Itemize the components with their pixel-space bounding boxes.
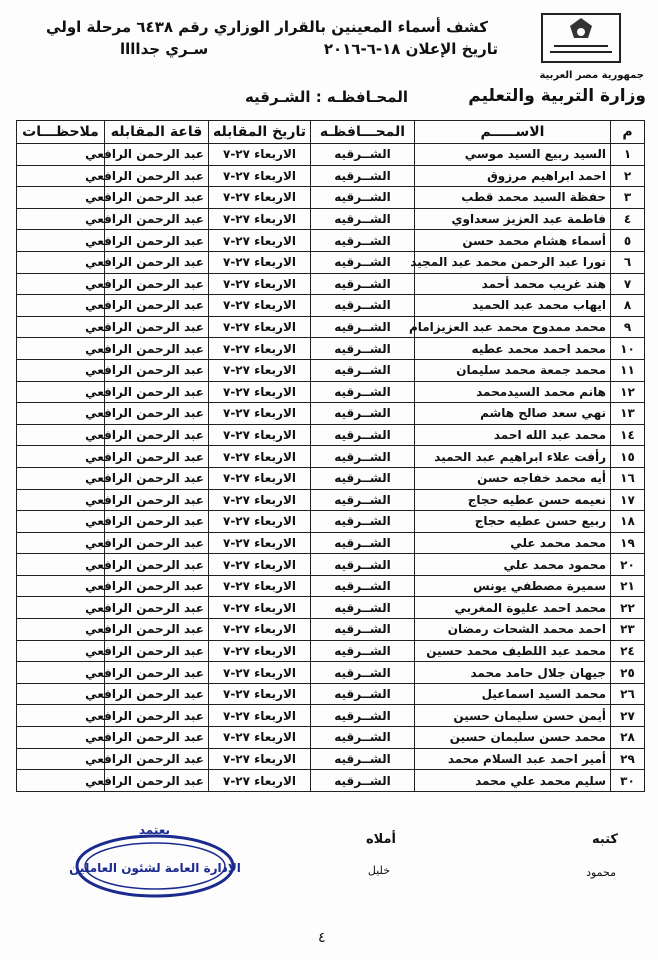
table-row bbox=[17, 446, 645, 468]
row-number: ١٥ bbox=[611, 446, 645, 468]
row-interview-date: الاربعاء ٢٧-٧ bbox=[209, 381, 311, 403]
table-row bbox=[17, 208, 645, 230]
column-header-interview-date: تاريخ المقابله bbox=[209, 121, 311, 144]
row-interview-date: الاربعاء ٢٧-٧ bbox=[209, 251, 311, 273]
row-governorate: الشــرقيه bbox=[311, 273, 415, 295]
table-row bbox=[17, 403, 645, 425]
row-name: محمد ممدوح محمد عبد العزيزامام bbox=[415, 316, 611, 338]
row-name: السيد ربيع السيد موسي bbox=[415, 144, 611, 166]
row-interview-hall: عبد الرحمن الرافعي bbox=[105, 705, 209, 727]
table-row bbox=[17, 424, 645, 446]
row-governorate: الشــرقيه bbox=[311, 511, 415, 533]
row-interview-hall: عبد الرحمن الرافعي bbox=[105, 359, 209, 381]
row-number: ١٠ bbox=[611, 338, 645, 360]
row-name: نعيمه حسن عطيه حجاج bbox=[415, 489, 611, 511]
row-name: ربيع حسن عطيه حجاج bbox=[415, 511, 611, 533]
table-row bbox=[17, 705, 645, 727]
row-number: ٢١ bbox=[611, 575, 645, 597]
row-interview-date: الاربعاء ٢٧-٧ bbox=[209, 748, 311, 770]
row-interview-date: الاربعاء ٢٧-٧ bbox=[209, 273, 311, 295]
row-interview-hall: عبد الرحمن الرافعي bbox=[105, 251, 209, 273]
row-governorate: الشــرقيه bbox=[311, 359, 415, 381]
column-header-name: الاســـــم bbox=[415, 121, 611, 144]
row-interview-date: الاربعاء ٢٧-٧ bbox=[209, 532, 311, 554]
table-row bbox=[17, 619, 645, 641]
row-interview-date: الاربعاء ٢٧-٧ bbox=[209, 144, 311, 166]
row-number: ٦ bbox=[611, 251, 645, 273]
row-interview-hall: عبد الرحمن الرافعي bbox=[105, 273, 209, 295]
row-governorate: الشــرقيه bbox=[311, 446, 415, 468]
written-by-label: كتبه bbox=[591, 832, 618, 847]
row-governorate: الشــرقيه bbox=[311, 770, 415, 792]
row-interview-date: الاربعاء ٢٧-٧ bbox=[209, 230, 311, 252]
row-name: سميرة مصطفي يونس bbox=[415, 575, 611, 597]
row-number: ٢ bbox=[611, 165, 645, 187]
stamp-department-text: الادارة العامة لشئون العاملين bbox=[69, 861, 241, 875]
row-name: أسماء هشام محمد حسن bbox=[415, 230, 611, 252]
row-number: ٢٨ bbox=[611, 727, 645, 749]
row-name: محمد عبد الله احمد bbox=[415, 424, 611, 446]
table-row bbox=[17, 316, 645, 338]
row-number: ٢٩ bbox=[611, 748, 645, 770]
row-interview-hall: عبد الرحمن الرافعي bbox=[105, 424, 209, 446]
governorate-heading: المحـافظـه : الشـرقيه bbox=[244, 88, 408, 106]
row-name: سليم محمد علي محمد bbox=[415, 770, 611, 792]
table-row bbox=[17, 662, 645, 684]
row-governorate: الشــرقيه bbox=[311, 381, 415, 403]
row-interview-hall: عبد الرحمن الرافعي bbox=[105, 683, 209, 705]
row-name: محمد حسن سليمان حسين bbox=[415, 727, 611, 749]
column-header-notes: ملاحظـــات bbox=[17, 121, 105, 144]
row-name: نهي سعد صالح هاشم bbox=[415, 403, 611, 425]
row-governorate: الشــرقيه bbox=[311, 727, 415, 749]
row-number: ١٨ bbox=[611, 511, 645, 533]
republic-label: جمهورية مصر العربية bbox=[539, 70, 644, 81]
row-interview-hall: عبد الرحمن الرافعي bbox=[105, 727, 209, 749]
row-governorate: الشــرقيه bbox=[311, 338, 415, 360]
row-number: ٤ bbox=[611, 208, 645, 230]
table-row bbox=[17, 748, 645, 770]
row-number: ١٣ bbox=[611, 403, 645, 425]
row-governorate: الشــرقيه bbox=[311, 403, 415, 425]
row-interview-date: الاربعاء ٢٧-٧ bbox=[209, 727, 311, 749]
row-name: أيمن حسن سليمان حسين bbox=[415, 705, 611, 727]
row-name: محمد جمعة محمد سليمان bbox=[415, 359, 611, 381]
row-governorate: الشــرقيه bbox=[311, 705, 415, 727]
row-name: أيه محمد خفاجه حسن bbox=[415, 467, 611, 489]
row-name: محمد عبد اللطيف محمد حسين bbox=[415, 640, 611, 662]
appointees-table bbox=[16, 120, 645, 792]
table-row bbox=[17, 359, 645, 381]
row-number: ١ bbox=[611, 144, 645, 166]
table-row bbox=[17, 338, 645, 360]
row-interview-hall: عبد الرحمن الرافعي bbox=[105, 575, 209, 597]
row-interview-hall: عبد الرحمن الرافعي bbox=[105, 511, 209, 533]
dictated-by-label: أملاه bbox=[365, 832, 396, 847]
row-interview-hall: عبد الرحمن الرافعي bbox=[105, 295, 209, 317]
row-interview-date: الاربعاء ٢٧-٧ bbox=[209, 446, 311, 468]
row-interview-date: الاربعاء ٢٧-٧ bbox=[209, 359, 311, 381]
row-governorate: الشــرقيه bbox=[311, 424, 415, 446]
row-interview-hall: عبد الرحمن الرافعي bbox=[105, 187, 209, 209]
row-name: محمد احمد عليوة المغربي bbox=[415, 597, 611, 619]
row-number: ١٧ bbox=[611, 489, 645, 511]
table-header-row bbox=[17, 121, 645, 144]
table-row bbox=[17, 467, 645, 489]
row-interview-date: الاربعاء ٢٧-٧ bbox=[209, 316, 311, 338]
row-governorate: الشــرقيه bbox=[311, 683, 415, 705]
row-interview-hall: عبد الرحمن الرافعي bbox=[105, 165, 209, 187]
row-number: ٢٢ bbox=[611, 597, 645, 619]
row-name: محمد السيد اسماعيل bbox=[415, 683, 611, 705]
row-name: نورا عبد الرحمن محمد عبد المجيد bbox=[415, 251, 611, 273]
table-row bbox=[17, 532, 645, 554]
table-row bbox=[17, 230, 645, 252]
table-row bbox=[17, 597, 645, 619]
table-row bbox=[17, 640, 645, 662]
row-interview-hall: عبد الرحمن الرافعي bbox=[105, 619, 209, 641]
row-governorate: الشــرقيه bbox=[311, 748, 415, 770]
table-row bbox=[17, 554, 645, 576]
report-title: كشف أسماء المعينين بالقرار الوزاري رقم ٦٤٣٨ مرحلة اولي bbox=[46, 18, 488, 36]
row-governorate: الشــرقيه bbox=[311, 575, 415, 597]
row-governorate: الشــرقيه bbox=[311, 230, 415, 252]
row-name: محمد احمد محمد عطيه bbox=[415, 338, 611, 360]
row-name: حفظة السيد محمد قطب bbox=[415, 187, 611, 209]
row-name: محمد محمد علي bbox=[415, 532, 611, 554]
row-governorate: الشــرقيه bbox=[311, 251, 415, 273]
row-interview-date: الاربعاء ٢٧-٧ bbox=[209, 770, 311, 792]
table-row bbox=[17, 381, 645, 403]
row-number: ١٦ bbox=[611, 467, 645, 489]
table-row bbox=[17, 770, 645, 792]
row-governorate: الشــرقيه bbox=[311, 597, 415, 619]
row-governorate: الشــرقيه bbox=[311, 467, 415, 489]
row-interview-date: الاربعاء ٢٧-٧ bbox=[209, 403, 311, 425]
row-governorate: الشــرقيه bbox=[311, 489, 415, 511]
row-interview-hall: عبد الرحمن الرافعي bbox=[105, 770, 209, 792]
written-by-name: محمود bbox=[586, 866, 616, 879]
row-interview-date: الاربعاء ٢٧-٧ bbox=[209, 511, 311, 533]
row-name: هانم محمد السيدمحمد bbox=[415, 381, 611, 403]
row-number: ٣٠ bbox=[611, 770, 645, 792]
row-interview-hall: عبد الرحمن الرافعي bbox=[105, 532, 209, 554]
row-number: ١٩ bbox=[611, 532, 645, 554]
row-governorate: الشــرقيه bbox=[311, 144, 415, 166]
row-number: ٨ bbox=[611, 295, 645, 317]
row-interview-hall: عبد الرحمن الرافعي bbox=[105, 640, 209, 662]
announcement-date: تاريخ الإعلان ١٨-٦-٢٠١٦ bbox=[323, 40, 498, 58]
row-governorate: الشــرقيه bbox=[311, 187, 415, 209]
row-interview-date: الاربعاء ٢٧-٧ bbox=[209, 597, 311, 619]
row-interview-date: الاربعاء ٢٧-٧ bbox=[209, 575, 311, 597]
row-interview-date: الاربعاء ٢٧-٧ bbox=[209, 489, 311, 511]
stamp-approval-text: يعتمد bbox=[138, 823, 170, 837]
row-number: ١١ bbox=[611, 359, 645, 381]
table-row bbox=[17, 489, 645, 511]
row-name: رأفت علاء ابراهيم عبد الحميد bbox=[415, 446, 611, 468]
row-interview-date: الاربعاء ٢٧-٧ bbox=[209, 187, 311, 209]
confidential-label: سـري جداااا bbox=[120, 40, 209, 58]
row-number: ١٢ bbox=[611, 381, 645, 403]
row-number: ٢٦ bbox=[611, 683, 645, 705]
ministry-emblem-logo bbox=[540, 12, 622, 64]
official-stamp bbox=[70, 820, 240, 902]
row-governorate: الشــرقيه bbox=[311, 619, 415, 641]
row-name: أمير احمد عبد السلام محمد bbox=[415, 748, 611, 770]
row-name: محمود محمد علي bbox=[415, 554, 611, 576]
row-governorate: الشــرقيه bbox=[311, 662, 415, 684]
table-row bbox=[17, 144, 645, 166]
row-interview-date: الاربعاء ٢٧-٧ bbox=[209, 662, 311, 684]
row-interview-date: الاربعاء ٢٧-٧ bbox=[209, 554, 311, 576]
row-governorate: الشــرقيه bbox=[311, 532, 415, 554]
row-interview-date: الاربعاء ٢٧-٧ bbox=[209, 705, 311, 727]
column-header-interview-hall: قاعة المقابله bbox=[105, 121, 209, 144]
row-governorate: الشــرقيه bbox=[311, 640, 415, 662]
row-interview-date: الاربعاء ٢٧-٧ bbox=[209, 424, 311, 446]
row-governorate: الشــرقيه bbox=[311, 208, 415, 230]
row-number: ٩ bbox=[611, 316, 645, 338]
row-interview-date: الاربعاء ٢٧-٧ bbox=[209, 165, 311, 187]
row-interview-date: الاربعاء ٢٧-٧ bbox=[209, 295, 311, 317]
row-interview-hall: عبد الرحمن الرافعي bbox=[105, 554, 209, 576]
row-interview-date: الاربعاء ٢٧-٧ bbox=[209, 467, 311, 489]
row-number: ٢٠ bbox=[611, 554, 645, 576]
page-number: ٤ bbox=[318, 930, 326, 946]
row-interview-date: الاربعاء ٢٧-٧ bbox=[209, 208, 311, 230]
table-row bbox=[17, 251, 645, 273]
row-interview-hall: عبد الرحمن الرافعي bbox=[105, 316, 209, 338]
table-row bbox=[17, 273, 645, 295]
row-interview-hall: عبد الرحمن الرافعي bbox=[105, 403, 209, 425]
row-name: جيهان جلال حامد محمد bbox=[415, 662, 611, 684]
table-row bbox=[17, 575, 645, 597]
table-row bbox=[17, 727, 645, 749]
row-interview-hall: عبد الرحمن الرافعي bbox=[105, 230, 209, 252]
row-governorate: الشــرقيه bbox=[311, 316, 415, 338]
row-name: احمد محمد الشحات رمضان bbox=[415, 619, 611, 641]
row-interview-hall: عبد الرحمن الرافعي bbox=[105, 446, 209, 468]
row-name: هند غريب محمد أحمد bbox=[415, 273, 611, 295]
row-number: ٢٤ bbox=[611, 640, 645, 662]
row-interview-hall: عبد الرحمن الرافعي bbox=[105, 208, 209, 230]
row-number: ٣ bbox=[611, 187, 645, 209]
row-governorate: الشــرقيه bbox=[311, 295, 415, 317]
row-name: فاطمة عبد العزيز سعداوي bbox=[415, 208, 611, 230]
row-interview-hall: عبد الرحمن الرافعي bbox=[105, 597, 209, 619]
row-interview-hall: عبد الرحمن الرافعي bbox=[105, 381, 209, 403]
table-row bbox=[17, 511, 645, 533]
column-header-number: م bbox=[611, 121, 645, 144]
row-number: ٥ bbox=[611, 230, 645, 252]
row-interview-hall: عبد الرحمن الرافعي bbox=[105, 489, 209, 511]
row-interview-date: الاربعاء ٢٧-٧ bbox=[209, 338, 311, 360]
table-row bbox=[17, 165, 645, 187]
row-name: احمد ابراهيم مرزوق bbox=[415, 165, 611, 187]
row-number: ٢٧ bbox=[611, 705, 645, 727]
row-interview-date: الاربعاء ٢٧-٧ bbox=[209, 640, 311, 662]
row-interview-date: الاربعاء ٢٧-٧ bbox=[209, 683, 311, 705]
row-interview-hall: عبد الرحمن الرافعي bbox=[105, 144, 209, 166]
ministry-name: وزارة التربية والتعليم bbox=[468, 86, 646, 106]
row-governorate: الشــرقيه bbox=[311, 554, 415, 576]
row-interview-hall: عبد الرحمن الرافعي bbox=[105, 467, 209, 489]
row-governorate: الشــرقيه bbox=[311, 165, 415, 187]
row-number: ١٤ bbox=[611, 424, 645, 446]
row-interview-hall: عبد الرحمن الرافعي bbox=[105, 662, 209, 684]
row-number: ٢٣ bbox=[611, 619, 645, 641]
row-interview-date: الاربعاء ٢٧-٧ bbox=[209, 619, 311, 641]
dictated-by-name: خليل bbox=[367, 864, 390, 877]
column-header-governorate: المحـــافظـه bbox=[311, 121, 415, 144]
row-name: ايهاب محمد عبد الحميد bbox=[415, 295, 611, 317]
table-row bbox=[17, 683, 645, 705]
row-interview-hall: عبد الرحمن الرافعي bbox=[105, 748, 209, 770]
row-number: ٢٥ bbox=[611, 662, 645, 684]
table-row bbox=[17, 295, 645, 317]
table-row bbox=[17, 187, 645, 209]
row-interview-hall: عبد الرحمن الرافعي bbox=[105, 338, 209, 360]
row-number: ٧ bbox=[611, 273, 645, 295]
